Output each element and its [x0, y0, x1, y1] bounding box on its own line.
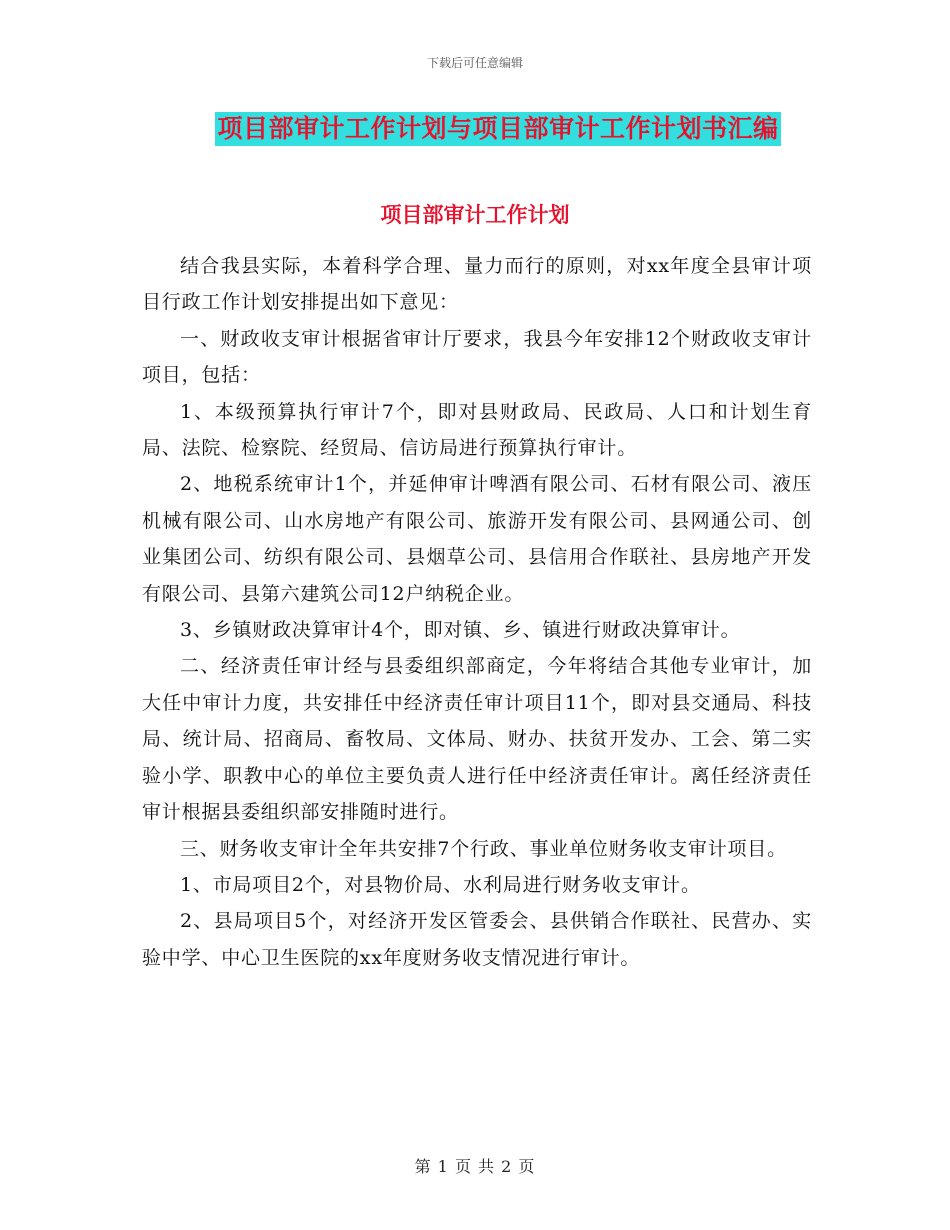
- paragraph: 2、县局项目5个，对经济开发区管委会、县供销合作联社、民营办、实验中学、中心卫生医院的xx年度财务收支情况进行审计。: [142, 910, 812, 969]
- main-title: 项目部审计工作计划与项目部审计工作计划书汇编: [215, 112, 780, 146]
- paragraph: 三、财务收支审计全年共安排7个行政、事业单位财务收支审计项目。: [180, 837, 787, 860]
- paragraph: 结合我县实际，本着科学合理、量力而行的原则，对xx年度全县审计项目行政工作计划安排提出如下意见：: [142, 255, 812, 314]
- header-note: 下载后可任意编辑: [426, 56, 523, 70]
- main-title-container: [0, 112, 950, 146]
- paragraph: 1、本级预算执行审计7个，即对县财政局、民政局、人口和计划生育局、法院、检察院、经贸局、信访局进行预算执行审计。: [142, 400, 812, 460]
- paragraph: 二、经济责任审计经与县委组织部商定，今年将结合其他专业审计，加大任中审计力度，共安排任中经济责任审计项目11个，即对县交通局、科技局、统计局、招商局、畜牧局、文体局、财办、扶贫开发办、工会、第二实验小学、职教中心的单位主要负责人进行任中经济责任审计。离任经济责任审计根据县委组织部安排随时进行。: [142, 655, 812, 824]
- page-footer: 第 1 页 共 2 页: [414, 1157, 536, 1176]
- paragraph: 一、财政收支审计根据省审计厅要求，我县今年安排12个财政收支审计项目，包括：: [142, 327, 812, 387]
- paragraph: 2、地税系统审计1个，并延伸审计啤酒有限公司、石材有限公司、液压机械有限公司、山水房地产有限公司、旅游开发有限公司、县网通公司、创业集团公司、纺织有限公司、县烟草公司、县信用合作联社、县房地产开发有限公司、县第六建筑公司12户纳税企业。: [142, 473, 812, 605]
- paragraph: 1、市局项目2个，对县物价局、水利局进行财务收支审计。: [180, 873, 701, 896]
- paragraph: 3、乡镇财政决算审计4个，即对镇、乡、镇进行财政决算审计。: [180, 619, 741, 642]
- section-title: 项目部审计工作计划: [380, 202, 570, 227]
- document-body: [142, 248, 812, 976]
